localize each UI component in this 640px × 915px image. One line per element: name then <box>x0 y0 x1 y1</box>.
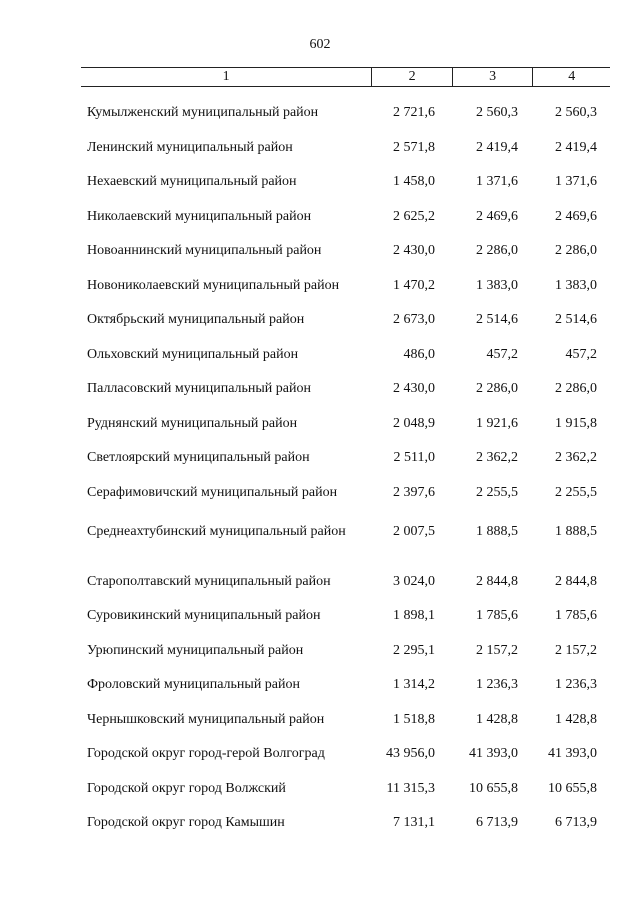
district-name: Кумылженский муниципальный район <box>87 105 319 120</box>
district-name: Среднеахтубинский муниципальный район <box>87 524 346 539</box>
district-name: Палласовский муниципальный район <box>87 381 311 396</box>
budget-table <box>81 67 610 830</box>
value-col-3: 1 236,3 <box>476 677 518 692</box>
value-col-4: 457,2 <box>565 347 597 362</box>
value-col-3: 2 560,3 <box>476 105 518 120</box>
page-number: 602 <box>309 37 331 52</box>
value-col-2: 2 721,6 <box>393 105 435 120</box>
value-col-3: 2 844,8 <box>476 574 518 589</box>
value-col-4: 1 236,3 <box>555 677 597 692</box>
value-col-3: 2 514,6 <box>476 312 518 327</box>
district-name: Серафимовичский муниципальный район <box>87 485 338 500</box>
value-col-4: 2 255,5 <box>555 485 597 500</box>
column-header-1: 1 <box>222 69 230 84</box>
value-col-4: 1 383,0 <box>555 278 597 293</box>
district-name: Чернышковский муниципальный район <box>87 712 325 727</box>
value-col-2: 2 295,1 <box>393 643 435 658</box>
district-name: Новониколаевский муниципальный район <box>87 278 340 293</box>
value-col-4: 2 560,3 <box>555 105 597 120</box>
value-col-2: 2 397,6 <box>393 485 435 500</box>
value-col-4: 2 514,6 <box>555 312 597 327</box>
value-col-3: 2 157,2 <box>476 643 518 658</box>
value-col-3: 10 655,8 <box>469 781 518 796</box>
value-col-3: 1 785,6 <box>476 608 518 623</box>
district-name: Ленинский муниципальный район <box>87 140 293 155</box>
value-col-2: 1 458,0 <box>393 174 435 189</box>
column-header-4: 4 <box>532 68 610 86</box>
value-col-4: 1 428,8 <box>555 712 597 727</box>
value-col-2: 1 470,2 <box>393 278 435 293</box>
value-col-4: 1 915,8 <box>555 416 597 431</box>
value-col-3: 2 419,4 <box>476 140 518 155</box>
district-name: Городской округ город-герой Волгоград <box>87 746 325 761</box>
district-name: Новоаннинский муниципальный район <box>87 243 322 258</box>
value-col-4: 1 371,6 <box>555 174 597 189</box>
value-col-4: 2 157,2 <box>555 643 597 658</box>
value-col-2: 2 673,0 <box>393 312 435 327</box>
value-col-2: 2 571,8 <box>393 140 435 155</box>
value-col-2: 2 430,0 <box>393 381 435 396</box>
district-name: Урюпинский муниципальный район <box>87 643 304 658</box>
value-col-4: 2 286,0 <box>555 381 597 396</box>
value-col-2: 1 518,8 <box>393 712 435 727</box>
district-name: Городской округ город Камышин <box>87 815 285 830</box>
district-name: Николаевский муниципальный район <box>87 209 312 224</box>
table-header <box>81 67 610 87</box>
value-col-4: 1 888,5 <box>555 524 597 539</box>
value-col-4: 10 655,8 <box>548 781 597 796</box>
value-col-2: 2 625,2 <box>393 209 435 224</box>
district-name: Октябрьский муниципальный район <box>87 312 305 327</box>
value-col-3: 2 255,5 <box>476 485 518 500</box>
value-col-3: 1 371,6 <box>476 174 518 189</box>
value-col-2: 1 314,2 <box>393 677 435 692</box>
value-col-3: 1 888,5 <box>476 524 518 539</box>
value-col-2: 2 430,0 <box>393 243 435 258</box>
value-col-3: 2 286,0 <box>476 381 518 396</box>
value-col-4: 2 362,2 <box>555 450 597 465</box>
district-name: Ольховский муниципальный район <box>87 347 299 362</box>
value-col-4: 2 419,4 <box>555 140 597 155</box>
district-name: Старополтавский муниципальный район <box>87 574 331 589</box>
value-col-3: 1 428,8 <box>476 712 518 727</box>
value-col-3: 2 362,2 <box>476 450 518 465</box>
value-col-4: 2 844,8 <box>555 574 597 589</box>
column-header-2: 2 <box>371 68 452 86</box>
value-col-2: 7 131,1 <box>393 815 435 830</box>
district-name: Городской округ город Волжский <box>87 781 286 796</box>
value-col-2: 2 048,9 <box>393 416 435 431</box>
value-col-2: 486,0 <box>403 347 435 362</box>
value-col-3: 1 921,6 <box>476 416 518 431</box>
value-col-2: 3 024,0 <box>393 574 435 589</box>
district-name: Нехаевский муниципальный район <box>87 174 297 189</box>
district-name: Руднянский муниципальный район <box>87 416 298 431</box>
value-col-2: 11 315,3 <box>386 781 435 796</box>
value-col-3: 1 383,0 <box>476 278 518 293</box>
value-col-4: 1 785,6 <box>555 608 597 623</box>
value-col-2: 43 956,0 <box>386 746 435 761</box>
value-col-4: 2 469,6 <box>555 209 597 224</box>
value-col-3: 2 469,6 <box>476 209 518 224</box>
value-col-4: 2 286,0 <box>555 243 597 258</box>
value-col-3: 2 286,0 <box>476 243 518 258</box>
value-col-3: 41 393,0 <box>469 746 518 761</box>
value-col-2: 2 511,0 <box>393 450 435 465</box>
value-col-2: 1 898,1 <box>393 608 435 623</box>
value-col-4: 41 393,0 <box>548 746 597 761</box>
district-name: Светлоярский муниципальный район <box>87 450 310 465</box>
district-name: Суровикинский муниципальный район <box>87 608 321 623</box>
value-col-4: 6 713,9 <box>555 815 597 830</box>
value-col-3: 6 713,9 <box>476 815 518 830</box>
column-header-3: 3 <box>452 68 533 86</box>
district-name: Фроловский муниципальный район <box>87 677 301 692</box>
value-col-2: 2 007,5 <box>393 524 435 539</box>
value-col-3: 457,2 <box>486 347 518 362</box>
